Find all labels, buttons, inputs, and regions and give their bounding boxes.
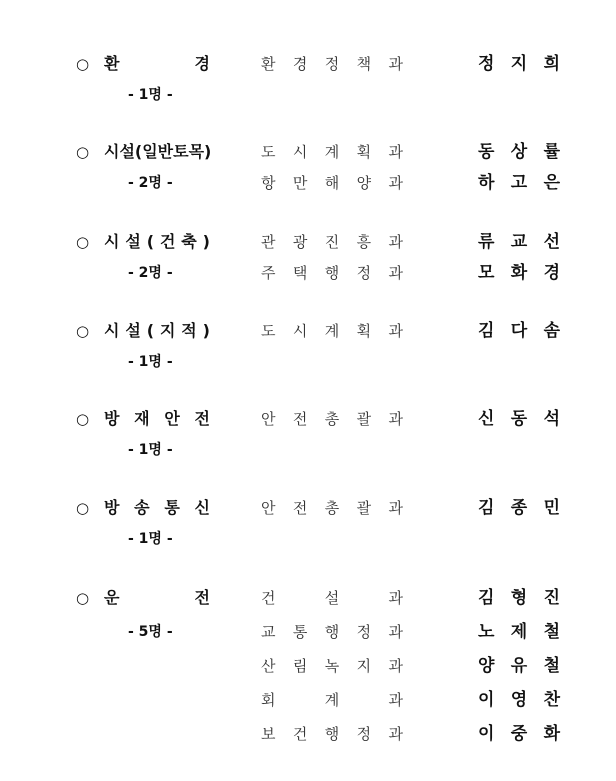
department-label: 도 시 계 획 과 [261, 143, 403, 161]
category-label: 방 송 통 신 [104, 498, 210, 517]
department-label: 보 건 행 정 과 [261, 725, 403, 743]
person-name: 정 지 희 [478, 54, 560, 74]
headcount-label: - 2명 - [128, 175, 173, 191]
circle-bullet-icon: ○ [76, 410, 90, 428]
category-label: 시 설 ( 지 적 ) [104, 321, 210, 340]
circle-bullet-icon: ○ [76, 589, 90, 607]
headcount-label: - 1명 - [128, 87, 173, 103]
department-label: 건 설 과 [261, 589, 403, 607]
person-name: 동 상 률 [478, 142, 560, 162]
category-label: 방 재 안 전 [104, 409, 210, 428]
category-label: 운 전 [104, 588, 210, 607]
department-label: 항 만 해 양 과 [261, 174, 403, 192]
category-label: 시 설 ( 건 축 ) [104, 232, 210, 251]
person-name: 이 영 찬 [478, 690, 560, 710]
department-label: 관 광 진 흥 과 [261, 233, 403, 251]
circle-bullet-icon: ○ [76, 143, 90, 161]
department-label: 주 택 행 정 과 [261, 264, 403, 282]
department-label: 도 시 계 획 과 [261, 322, 403, 340]
person-name: 신 동 석 [478, 409, 560, 429]
department-label: 안 전 총 괄 과 [261, 410, 403, 428]
person-name: 이 중 화 [478, 724, 560, 744]
person-name: 류 교 선 [478, 232, 560, 252]
person-name: 양 유 철 [478, 656, 560, 676]
headcount-label: - 1명 - [128, 354, 173, 370]
circle-bullet-icon: ○ [76, 55, 90, 73]
headcount-label: - 2명 - [128, 265, 173, 281]
department-label: 환 경 정 책 과 [261, 55, 403, 73]
person-name: 김 형 진 [478, 588, 560, 608]
circle-bullet-icon: ○ [76, 322, 90, 340]
category-label: 시설(일반토목) [104, 142, 212, 161]
headcount-label: - 1명 - [128, 442, 173, 458]
person-name: 노 제 철 [478, 622, 560, 642]
person-name: 김 종 민 [478, 498, 560, 518]
headcount-label: - 1명 - [128, 531, 173, 547]
department-label: 회 계 과 [261, 691, 403, 709]
category-label: 환 경 [104, 54, 210, 73]
department-label: 교 통 행 정 과 [261, 623, 403, 641]
circle-bullet-icon: ○ [76, 233, 90, 251]
person-name: 모 화 경 [478, 263, 560, 283]
headcount-label: - 5명 - [128, 624, 173, 640]
person-name: 김 다 솜 [478, 321, 560, 341]
person-name: 하 고 은 [478, 173, 560, 193]
department-label: 산 림 녹 지 과 [261, 657, 403, 675]
department-label: 안 전 총 괄 과 [261, 499, 403, 517]
circle-bullet-icon: ○ [76, 499, 90, 517]
